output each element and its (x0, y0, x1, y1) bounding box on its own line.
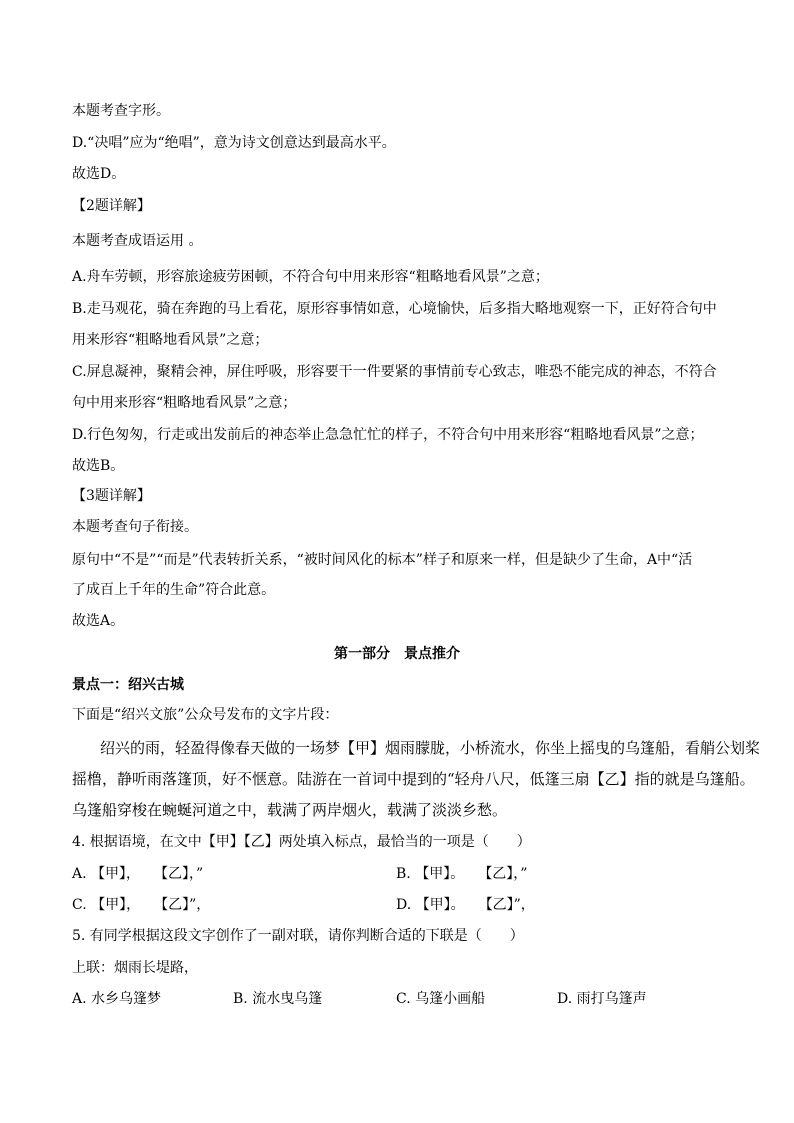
q5-option-c: C. 乌篷小画船 (396, 991, 486, 1007)
text-line: 下面是“绍兴文旅”公众号发布的文字片段： (72, 707, 339, 723)
text-line: 用来形容“粗略地看风景”之意； (72, 332, 269, 348)
text-line: 本题考查成语运用 。 (72, 233, 203, 249)
text-line: A.舟车劳顿，形容旅途疲劳困顿，不符合句中用来形容“粗略地看风景”之意； (72, 269, 549, 285)
text-line: 句中用来形容“粗略地看风景”之意； (72, 395, 297, 411)
text-line: 了成百上千年的生命”符合此意。 (72, 582, 276, 598)
text-line: 本题考查字形。 (72, 103, 170, 119)
subheading: 【2题详解】 (72, 198, 151, 214)
q4-option-a: A. 【甲】， 【乙】，” (72, 866, 204, 882)
q5-option-a: A. 水乡乌篷梦 (72, 991, 162, 1007)
text-line: C.屏息凝神，聚精会神，屏住呼吸，形容要干一件要紧的事情前专心致志，唯恐不能完成的神态，不符合 (72, 364, 717, 380)
passage-line: 摇橹，静听雨落篷顶，好不惬意。陆游在一首词中提到的“轻舟八尺，低篷三扇【乙】指的就是乌篷船。 (72, 770, 755, 788)
text-line: 故选D。 (72, 166, 126, 182)
question-5: 5. 有同学根据这段文字创作了一副对联，请你判断合适的下联是（ ） (72, 928, 524, 944)
q4-option-c: C. 【甲】， 【乙】”， (72, 897, 211, 913)
question-4: 4. 根据语境，在文中【甲】【乙】两处填入标点，最恰当的一项是（ ） (72, 834, 531, 850)
q4-option-b: B. 【甲】。 【乙】，” (396, 866, 528, 882)
text-line: D.“决唱”应为“绝唱”，意为诗文创意达到最高水平。 (72, 135, 396, 151)
text-line: D.行色匆匆，行走或出发前后的神态举止急急忙忙的样子，不符合句中用来形容“粗略地看风景”之意； (72, 427, 704, 443)
q5-option-b: B. 流水曳乌篷 (233, 991, 323, 1007)
text-line: 本题考查句子衔接。 (72, 519, 198, 535)
spot-title: 景点一：绍兴古城 (72, 677, 184, 693)
q5-option-d: D. 雨打乌篷声 (557, 991, 647, 1007)
section-title: 第一部分 景点推介 (334, 646, 460, 662)
text-line: 原句中“不是”“而是”代表转折关系，“被时间风化的标本”样子和原来一样，但是缺少了生命，A中“活 (72, 552, 693, 568)
q4-option-d: D. 【甲】。 【乙】”， (396, 897, 535, 913)
subheading: 【3题详解】 (72, 488, 151, 504)
text-line: 故选B。 (72, 458, 125, 474)
q5-upper-couplet: 上联：烟雨长堤路， (72, 960, 198, 976)
passage-line: 绍兴的雨，轻盈得像春天做的一场梦【甲】烟雨朦胧，小桥流水，你坐上摇曳的乌篷船，看艄公划桨 (100, 739, 761, 757)
passage-line: 乌篷船穿梭在蜿蜒河道之中，载满了两岸烟火，载满了淡淡乡愁。 (72, 801, 508, 819)
text-line: B.走马观花，骑在奔跑的马上看花，原形容事情如意，心境愉快，后多指大略地观察一下，正好符合句中 (72, 301, 717, 317)
text-line: 故选A。 (72, 613, 125, 629)
